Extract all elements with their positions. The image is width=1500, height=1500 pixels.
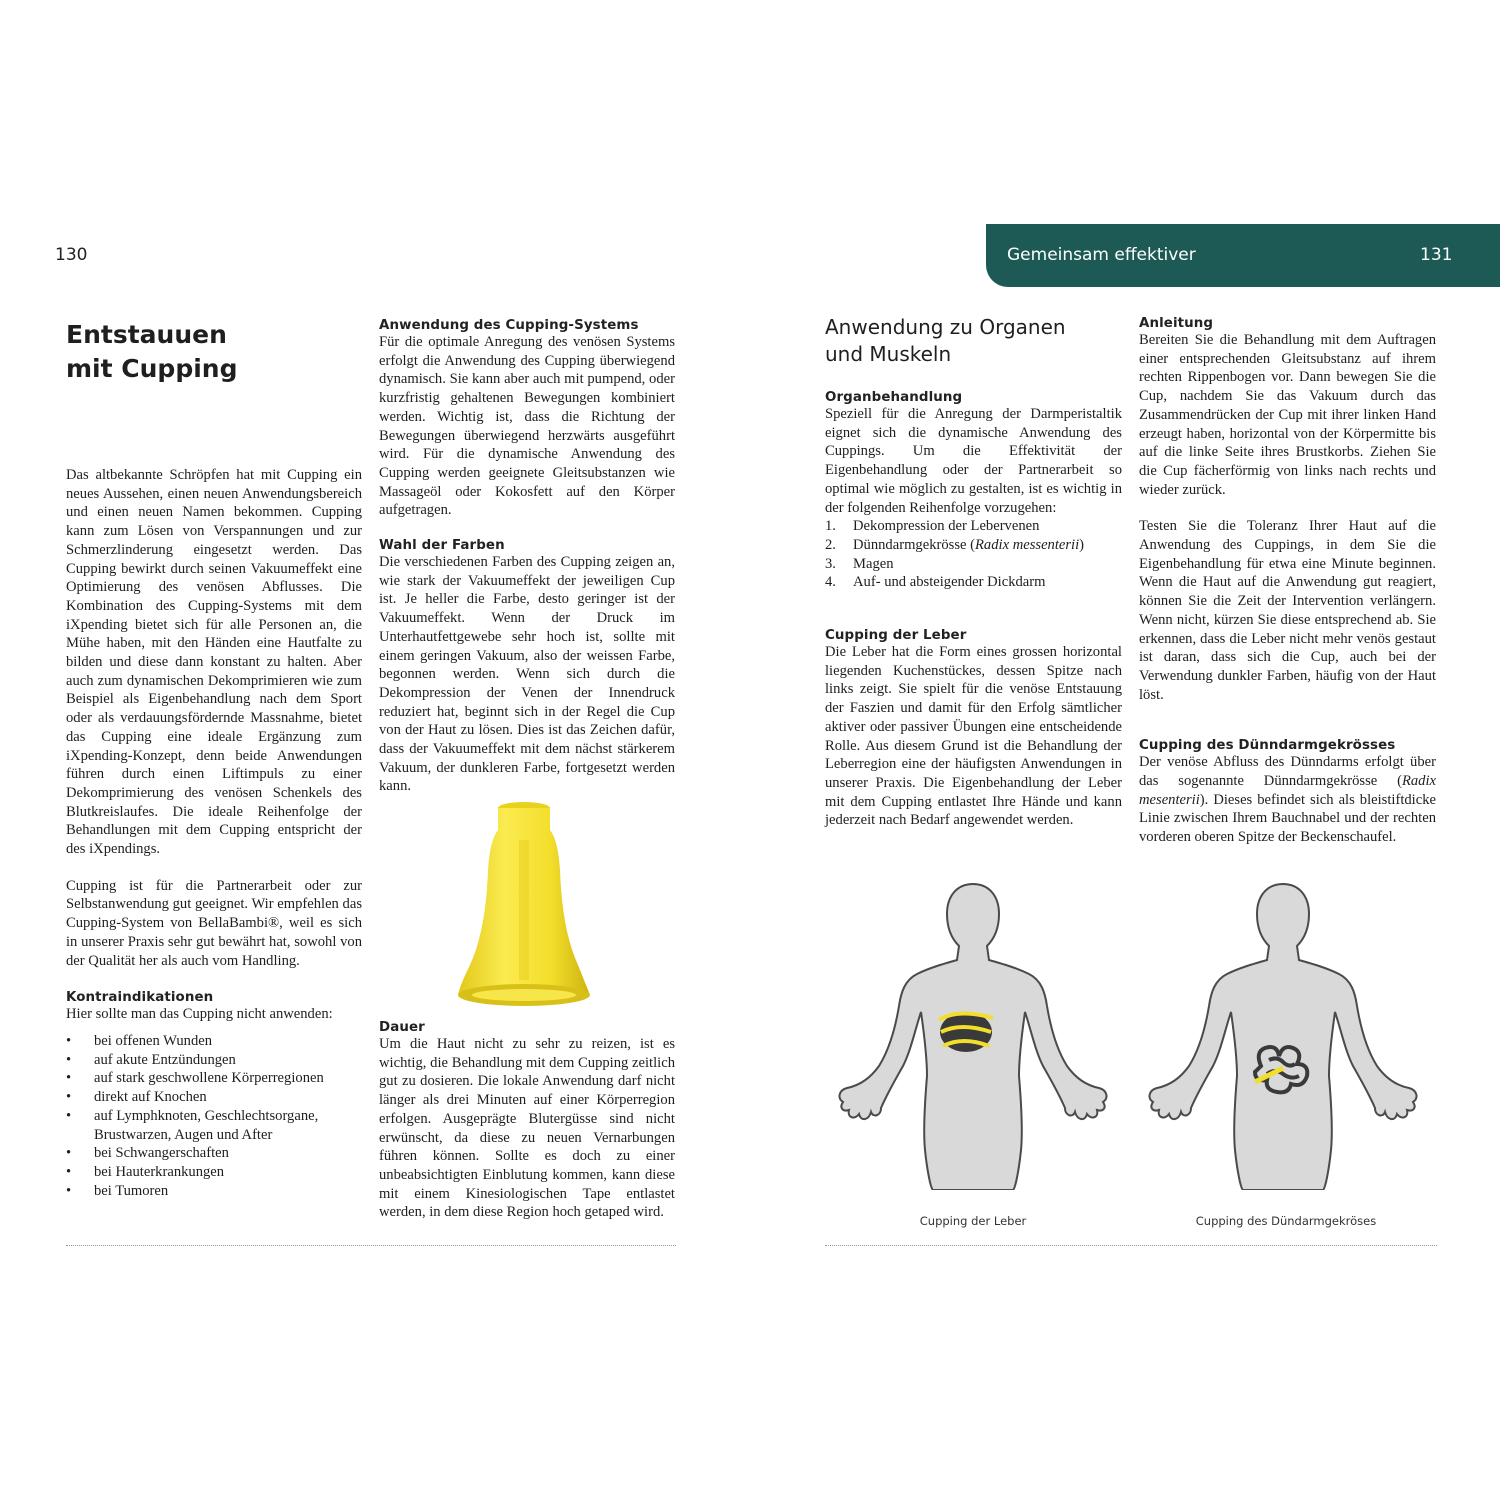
section-title-line2: und Muskeln (825, 342, 952, 366)
body-figure-intestine (1143, 880, 1423, 1190)
page-number-left: 130 (55, 245, 88, 265)
leber-text: Die Leber hat die Form eines grossen horizontal liegenden Kuchenstückes, dessen Spitze nach links zeigt. Sie spielt für die venöse Entstauung der Faszien und damit für den Erfolg sämtlicher aktiver oder passiver Übungen eine entscheidende Rolle. Aus diesem Grund ist die Behandlung der Leberregion eine der häufigsten Anwendungen in unserer Praxis. Die Eigenbehandlung der Leber mit dem Cupping entlastet Ihre Hände und kann jederzeit nach Bedarf angewendet werden. (825, 644, 1122, 829)
list-item: 3. Magen (825, 555, 894, 572)
kontra-heading: Kontraindikationen (66, 990, 214, 1006)
duenn-text: Der venöse Abfluss des Dünndarms erfolgt über das sogenannte Dünndarmgekrösse (Radix mesenterii). Dieses befindet sich als bleistiftdicke Linie zwischen Ihrem Bauchnabel und der rechten vorderen oberen Spitze der Beckenschaufel. (1139, 754, 1436, 846)
chapter-title-line2: mit Cupping (66, 354, 238, 383)
caption-right: Cupping des Dündarmgekröses (1195, 1214, 1377, 1228)
right-page-column-1 (825, 390, 1122, 830)
left-page-column-2 (379, 318, 675, 796)
intro-paragraph-2: Cupping ist für die Partnerarbeit oder zur Selbstanwendung gut geeignet. Wir empfehlen das Cupping-System von BellaBambi®, weil es sich in unserer Praxis sehr gut bewährt hat, sowohl von der Qualität her als auch vom Handling. (66, 877, 362, 969)
body-figure-liver (833, 880, 1113, 1190)
list-item: • bei Tumoren (66, 1182, 362, 1201)
kontra-intro: Hier sollte man das Cupping nicht anwenden: (66, 1006, 333, 1023)
dauer-text: Um die Haut nicht zu sehr zu reizen, ist es wichtig, die Behandlung mit dem Cupping zeitlich gut zu dosieren. Die lokale Anwendung darf nicht länger als drei Minuten auf einer Körperregion erfolgen. Ausgeprägte Blutergüsse sind nicht erwünscht, da diese zu neuen Vernarbungen führen können. Sollte es doch zu einer unbeabsichtigten Einblutung kommen, kann diese mit einem Kinesiologischen Tape entlastet werden, in dem diese Region hoch getaped wird. (379, 1036, 675, 1221)
section-title-line1: Anwendung zu Organen (825, 315, 1066, 339)
anleitung-paragraph-2: Testen Sie die Toleranz Ihrer Haut auf die Anwendung des Cuppings, in dem Sie die Eigenbehandlung für etwa eine Minute beginnen. Wenn die Haut auf die Anwendung gut reagiert, können Sie die Zeit der Intervention verlängern. Wenn nicht, kürzen Sie diese entsprechend ab. Sie erkennen, dass die Leber nicht mehr venös gestaut ist daran, dass sich die Cup, auch bei der Verwendung dunkler Farben, häufig von der Haut löst. (1139, 518, 1436, 703)
organ-steps (825, 517, 1122, 592)
header-label: Gemeinsam effektiver (1007, 245, 1196, 265)
anwendung-text: Für die optimale Anregung des venösen Systems erfolgt die Anwendung des Cupping überwiegend dynamisch. Sie kann aber auch mit pumpend, oder kurzfristig gehaltenen Bewegungen kombiniert werden. Wichtig ist, dass die Richtung der Bewegungen überwiegend herzwärts ausgeführt wird. Für die dynamische Anwendung des Cupping werden geeignete Gleitsubstanzen wie Massageöl oder Kokosfett auf den Körper aufgetragen. (379, 334, 675, 519)
list-item: • bei Hauterkrankungen (66, 1163, 362, 1182)
organ-text: Speziell für die Anregung der Darmperistaltik eignet sich die dynamische Anwendung des Cuppings. Um die Effektivität der Eigenbehandlung oder der Partnerarbeit so optimal wie möglich zu gestalten, ist es wichtig in der folgenden Reihenfolge vorzugehen: (825, 406, 1122, 516)
chapter-title (66, 318, 356, 386)
list-item: 4. Auf- und absteigender Dickdarm (825, 574, 1046, 591)
anleitung-heading: Anleitung (1139, 316, 1214, 331)
left-column (66, 466, 362, 1200)
kontra-list (66, 1032, 362, 1200)
footer-divider-left (66, 1245, 676, 1246)
list-item: • direkt auf Knochen (66, 1088, 362, 1107)
organ-heading: Organbehandlung (825, 390, 963, 405)
page-number-right: 131 (1420, 245, 1453, 265)
farben-heading: Wahl der Farben (379, 538, 505, 554)
list-item: • auf akute Entzündungen (66, 1051, 362, 1070)
section-title (825, 314, 1125, 368)
caption-left: Cupping der Leber (919, 1214, 1027, 1228)
list-item: • bei offenen Wunden (66, 1032, 362, 1051)
list-item: 1. Dekompression der Lebervenen (825, 518, 1040, 535)
chapter-title-line1: Entstauuen (66, 320, 227, 349)
dauer-heading: Dauer (379, 1020, 425, 1035)
left-page-dauer (379, 1020, 675, 1222)
intro-paragraph-1: Das altbekannte Schröpfen hat mit Cupping ein neues Aussehen, einen neuen Anwendungsbereich und einen neuen Namen bekommen. Cupping kann zum Lösen von Verspannungen und zur Schmerzlinderung eingesetzt werden. Das Cupping bewirkt durch seinen Vakuumeffekt eine Optimierung des venösen Abflusses. Die Kombination des Cupping-Systems mit dem iXpending bietet sich für alle Personen an, die Mühe haben, mit den Händen eine Hautfalte zu bilden und diese dann konstant zu halten. Aber auch zum dynamischen Dekomprimieren wie zum Beispiel als Eigenbehandlung nach dem Sport oder als verdauungsfördernde Massnahme, bietet das Cupping eine ideale Ergänzung zum iXpending-Konzept, denn beide Anwendungen führen durch einen Liftimpuls zu einer Dekomprimierung des venösen Schenkels des Blutkreislaufes. Die ideale Reihenfolge der Behandlungen mit dem Cupping entspricht der des iXpendings. (66, 467, 362, 858)
list-item: • bei Schwangerschaften (66, 1144, 362, 1163)
list-item: • auf Lymphknoten, Geschlechtsorgane, Brustwarzen, Augen und After (66, 1107, 362, 1144)
leber-heading: Cupping der Leber (825, 628, 967, 644)
anwendung-heading: Anwendung des Cupping-Systems (379, 318, 639, 333)
list-item: • auf stark geschwollene Körperregionen (66, 1069, 362, 1088)
anleitung-paragraph-1: Bereiten Sie die Behandlung mit dem Auftragen einer entsprechenden Gleitsubstanz auf ihrem rechten Rippenbogen vor. Dann bewegen Sie die Cup, nachdem Sie das Vakuum durch das Zusammendrücken der Cup mit ihrer linken Hand erzeugt haben, horizontal von der Körpermitte bis auf die linke Seite ihres Brustkorbs. Ziehen Sie die Cup fächerförmig von links nach rechts und wieder zurück. (1139, 332, 1436, 498)
right-page-column-2 (1139, 316, 1436, 847)
duenn-heading: Cupping des Dünndarmgekrösses (1139, 738, 1396, 754)
footer-divider-right (825, 1245, 1437, 1246)
cup-illustration (450, 800, 598, 1010)
farben-text: Die verschiedenen Farben des Cupping zeigen an, wie stark der Vakuumeffekt der jeweiligen Cup ist. Je heller die Farbe, desto geringer ist der Vakuumeffekt. Wenn der Druck im Unterhautfettgewebe sehr hoch ist, sollte mit einem geringen Vakuum, also der weissen Farbe, begonnen werden. Wenn sich durch die Dekompression der Venen der Innendruck reduziert hat, beginnt sich in der Regel die Cup von der Haut zu lösen. Dies ist das Zeichen dafür, dass der Vakuumeffekt mit dem nächst stärkerem Vakuum, der dunkleren Farbe, fortgesetzt werden kann. (379, 554, 675, 795)
list-item: 2. Dünndarmgekrösse (Radix messenterii) (825, 536, 1085, 553)
